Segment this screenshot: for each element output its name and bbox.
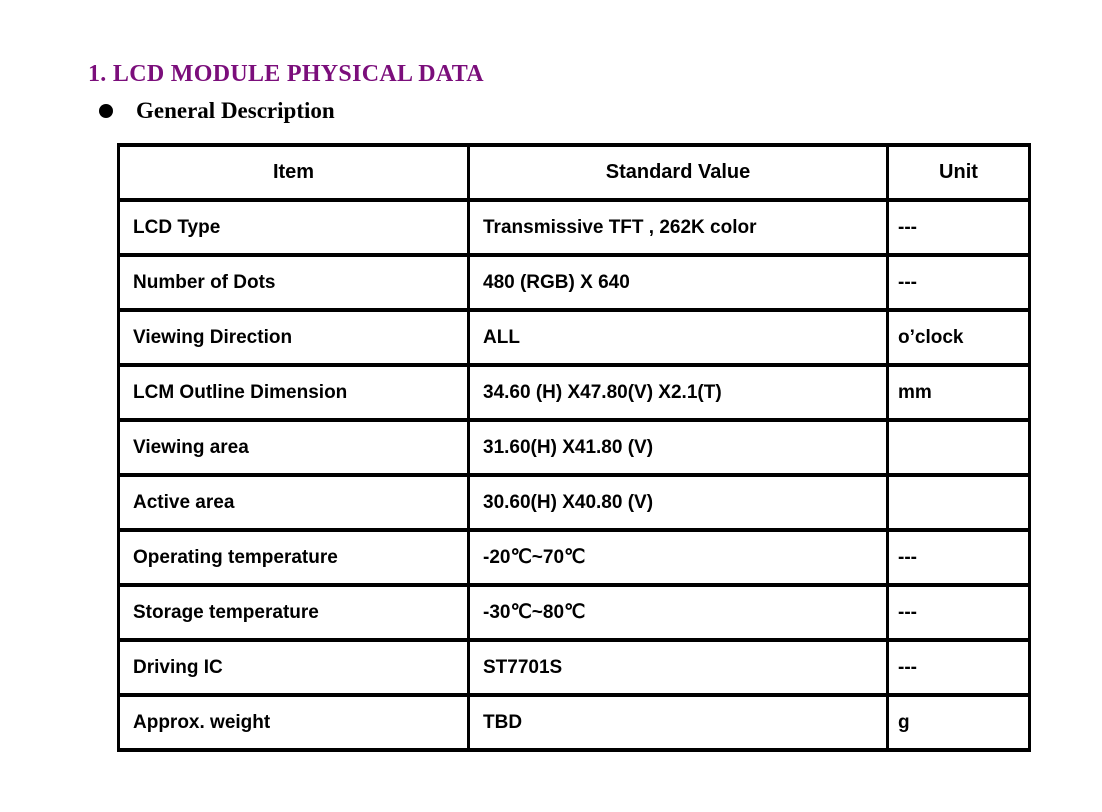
table-row [119, 695, 1030, 750]
bullet-icon [99, 104, 113, 118]
item-cell: LCM Outline Dimension [119, 365, 469, 420]
item-cell: LCD Type [119, 200, 469, 255]
table-row [119, 255, 1030, 310]
table-row [119, 365, 1030, 420]
value-cell: 34.60 (H) X47.80(V) X2.1(T) [469, 365, 888, 420]
section-title: 1. LCD MODULE PHYSICAL DATA [88, 61, 484, 87]
table-row [119, 310, 1030, 365]
item-cell: Approx. weight [119, 695, 469, 750]
item-cell: Driving IC [119, 640, 469, 695]
table-row [119, 475, 1030, 530]
unit-cell: --- [888, 530, 1030, 585]
value-cell: -20℃~70℃ [469, 530, 888, 585]
subsection-label: General Description [136, 98, 335, 123]
item-cell: Viewing Direction [119, 310, 469, 365]
value-cell: Transmissive TFT , 262K color [469, 200, 888, 255]
column-header-item: Item [119, 145, 469, 200]
item-cell: Storage temperature [119, 585, 469, 640]
unit-cell: --- [888, 640, 1030, 695]
table-row [119, 640, 1030, 695]
table-row [119, 530, 1030, 585]
subsection-heading [99, 98, 335, 124]
item-cell: Viewing area [119, 420, 469, 475]
physical-data-table [117, 143, 1031, 752]
value-cell: ALL [469, 310, 888, 365]
item-cell: Active area [119, 475, 469, 530]
unit-cell: --- [888, 200, 1030, 255]
value-cell: 480 (RGB) X 640 [469, 255, 888, 310]
unit-cell: o’clock [888, 310, 1030, 365]
value-cell: TBD [469, 695, 888, 750]
unit-cell [888, 420, 1030, 475]
value-cell: -30℃~80℃ [469, 585, 888, 640]
unit-cell: mm [888, 365, 1030, 420]
value-cell: 31.60(H) X41.80 (V) [469, 420, 888, 475]
unit-cell: --- [888, 585, 1030, 640]
table-row [119, 420, 1030, 475]
item-cell: Number of Dots [119, 255, 469, 310]
table-row [119, 585, 1030, 640]
unit-cell [888, 475, 1030, 530]
table-header-row [119, 145, 1030, 200]
unit-cell: g [888, 695, 1030, 750]
column-header-unit: Unit [888, 145, 1030, 200]
table-row [119, 200, 1030, 255]
unit-cell: --- [888, 255, 1030, 310]
value-cell: ST7701S [469, 640, 888, 695]
column-header-standard-value: Standard Value [469, 145, 888, 200]
value-cell: 30.60(H) X40.80 (V) [469, 475, 888, 530]
item-cell: Operating temperature [119, 530, 469, 585]
